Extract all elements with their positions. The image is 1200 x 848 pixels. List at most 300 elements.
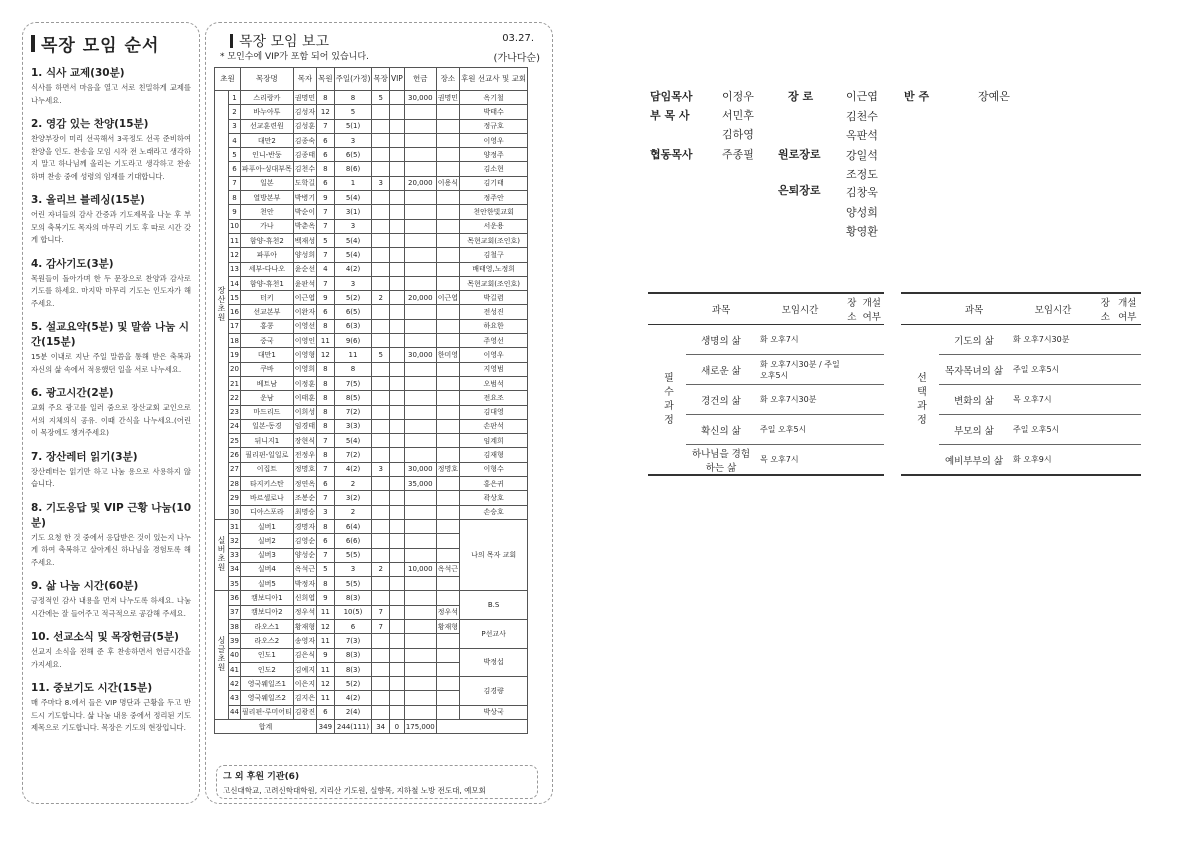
- course-place: [844, 385, 860, 415]
- report-row: [215, 105, 528, 119]
- report-cell: 목현교회(조인호): [460, 276, 528, 290]
- report-cell: 26: [229, 448, 241, 462]
- report-cell: 김광진: [293, 705, 316, 719]
- report-cell: [404, 119, 436, 133]
- report-cell: [436, 505, 459, 519]
- report-cell: 김천수: [293, 162, 316, 176]
- report-cell: [436, 148, 459, 162]
- order-step-text: 기도 요청 한 것 중에서 응답받은 것이 있는지 나누게 하여 축복하고 살아계신 하나님을 경험토록 해주세요.: [31, 532, 191, 567]
- report-cell: 실버2: [240, 534, 293, 548]
- report-cell: [404, 133, 436, 147]
- report-cell: 7: [372, 619, 390, 633]
- report-cell: [404, 548, 436, 562]
- report-cell: 8: [334, 91, 372, 105]
- report-cell: [389, 133, 404, 147]
- report-cell: 스리랑카: [240, 91, 293, 105]
- report-cell: 11: [317, 334, 335, 348]
- report-cell: 곽상호: [460, 491, 528, 505]
- order-step: [31, 578, 191, 620]
- report-total-cell: 0: [389, 720, 404, 734]
- report-cell: 이근엽: [436, 291, 459, 305]
- report-total-label: 합계: [215, 720, 317, 734]
- course-time: 화 오후9시: [1009, 445, 1097, 476]
- order-step-title: 1. 식사 교제(30분): [31, 67, 125, 79]
- report-row: [215, 319, 528, 333]
- report-cell: 옥석근: [293, 562, 316, 576]
- report-cell: 옥석근: [436, 562, 459, 576]
- course-time: 목 오후7시: [1009, 385, 1097, 415]
- report-cell: 8(3): [334, 591, 372, 605]
- report-cell: 8: [317, 448, 335, 462]
- report-cell: 8(6): [334, 162, 372, 176]
- course-time: 주일 오후5시: [1009, 415, 1097, 445]
- order-step: [31, 500, 191, 570]
- course-name: 확신의 삶: [686, 415, 756, 445]
- report-cell: 바르셀로나: [240, 491, 293, 505]
- report-cell: 7: [317, 205, 335, 219]
- course-header-cell: 개설여부: [860, 293, 884, 325]
- report-cell: [372, 591, 390, 605]
- report-cell: 7: [317, 462, 335, 476]
- report-cell: 윤순선: [293, 262, 316, 276]
- report-table: [214, 67, 528, 734]
- report-cell: 3: [334, 133, 372, 147]
- order-step: [31, 385, 191, 440]
- report-cell: 이형수: [460, 462, 528, 476]
- report-cell: 7: [317, 548, 335, 562]
- report-cell: [404, 662, 436, 676]
- report-cell: 24: [229, 419, 241, 433]
- report-cell: 5(2): [334, 291, 372, 305]
- report-cell: 주영선: [460, 334, 528, 348]
- order-step: [31, 680, 191, 735]
- report-cell: 16: [229, 305, 241, 319]
- report-header-cell: VIP: [389, 68, 404, 91]
- report-row: [215, 291, 528, 305]
- report-cell: 8: [317, 362, 335, 376]
- report-cell: 8(3): [334, 648, 372, 662]
- report-cell: 3: [334, 562, 372, 576]
- report-cell: [372, 548, 390, 562]
- report-cell: [389, 405, 404, 419]
- course-place: [1097, 445, 1114, 476]
- course-status: [1114, 445, 1141, 476]
- report-cell: 임경태: [293, 419, 316, 433]
- report-cell: [436, 648, 459, 662]
- report-header-cell: 목장명: [240, 68, 293, 91]
- report-cell: 44: [229, 705, 241, 719]
- order-step-title: 7. 장산레터 읽기(3분): [31, 450, 138, 463]
- report-cell: 이근엽: [293, 291, 316, 305]
- report-cell: 14: [229, 276, 241, 290]
- report-cell: 조봉순: [293, 491, 316, 505]
- report-cell: [389, 505, 404, 519]
- report-cell: 박정자: [293, 577, 316, 591]
- other-support: [216, 765, 538, 799]
- report-total-cell: 175,000: [404, 720, 436, 734]
- report-cell: [389, 548, 404, 562]
- report-cell: [372, 133, 390, 147]
- report-cell: [389, 362, 404, 376]
- report-cell: 6: [317, 705, 335, 719]
- report-cell: 정연옥: [293, 477, 316, 491]
- report-row: [215, 376, 528, 390]
- report-cell: [436, 405, 459, 419]
- course-row: [648, 325, 884, 355]
- report-cell: 5: [372, 348, 390, 362]
- report-row: [215, 219, 528, 233]
- course-header-row: [648, 293, 884, 325]
- report-cell: [436, 133, 459, 147]
- report-cell: 8: [229, 191, 241, 205]
- course-name: 목자목녀의 삶: [939, 355, 1009, 385]
- order-step-text: 목원들이 돌아가며 한 두 문장으로 찬양과 감사로 기도를 하세요. 마지막 마무리 기도는 인도자가 해주세요.: [31, 273, 191, 308]
- report-cell: 41: [229, 662, 241, 676]
- report-cell: [372, 577, 390, 591]
- report-cell: [404, 505, 436, 519]
- report-cell: 임계희: [460, 434, 528, 448]
- report-cell: 김지은: [293, 691, 316, 705]
- report-cell: 이영선: [293, 319, 316, 333]
- report-row: [215, 148, 528, 162]
- report-row: [215, 191, 528, 205]
- report-cell: 쿠바: [240, 362, 293, 376]
- report-cell: 양성순: [293, 548, 316, 562]
- report-cell: [389, 419, 404, 433]
- report-merged-support: B.S: [460, 591, 528, 620]
- report-total-cell: 349: [317, 720, 335, 734]
- report-cell: [404, 162, 436, 176]
- report-cell: 천안한빛교회: [460, 205, 528, 219]
- report-total-empty: [436, 720, 527, 734]
- report-row: [215, 176, 528, 190]
- report-cell: 함양-휴천1: [240, 276, 293, 290]
- report-cell: 이완자: [293, 305, 316, 319]
- report-cell: 6(6): [334, 534, 372, 548]
- report-cell: 전요조: [460, 391, 528, 405]
- course-place: [1097, 415, 1114, 445]
- report-cell: 7: [317, 276, 335, 290]
- report-cell: [436, 677, 459, 691]
- report-cell: [404, 434, 436, 448]
- report-cell: 20: [229, 362, 241, 376]
- report-cell: 6(3): [334, 319, 372, 333]
- report-row: [215, 491, 528, 505]
- ban-name: 장예은: [978, 90, 1010, 103]
- report-cell: 32: [229, 534, 241, 548]
- report-row: [215, 162, 528, 176]
- report-cell: 10: [229, 219, 241, 233]
- report-cell: [389, 591, 404, 605]
- course-place: [844, 355, 860, 385]
- course-status: [1114, 415, 1141, 445]
- course-header-cell: 장소: [844, 293, 860, 325]
- report-cell: [404, 334, 436, 348]
- report-date: 03.27.: [502, 33, 534, 44]
- staff-name: 김하영: [722, 128, 754, 141]
- course-place: [844, 445, 860, 476]
- report-cell: 6: [317, 176, 335, 190]
- report-cell: 28: [229, 477, 241, 491]
- report-cell: 황재형: [436, 619, 459, 633]
- meeting-order-panel: [22, 22, 200, 804]
- report-cell: [404, 634, 436, 648]
- report-cell: 3(2): [334, 491, 372, 505]
- report-cell: 한미영: [436, 348, 459, 362]
- report-cell: 38: [229, 619, 241, 633]
- report-cell: 신희엽: [293, 591, 316, 605]
- report-cell: 박길렴: [460, 291, 528, 305]
- report-cell: 6: [229, 162, 241, 176]
- report-cell: 백재성: [293, 233, 316, 247]
- report-cell: 2: [334, 505, 372, 519]
- report-header-cell: 목장: [372, 68, 390, 91]
- report-cell: [389, 648, 404, 662]
- report-row: [215, 305, 528, 319]
- report-cell: 오범석: [460, 376, 528, 390]
- staff-name: 주종필: [722, 148, 754, 161]
- report-cell: [436, 162, 459, 176]
- elder-name: 이근엽: [846, 90, 878, 103]
- report-row: [215, 205, 528, 219]
- order-step: [31, 449, 191, 491]
- report-cell: 11: [229, 233, 241, 247]
- report-cell: [436, 691, 459, 705]
- report-cell: 8: [317, 319, 335, 333]
- report-cell: 양정주: [460, 148, 528, 162]
- report-cell: 송영자: [293, 634, 316, 648]
- report-cell: 12: [317, 677, 335, 691]
- report-cell: [436, 319, 459, 333]
- report-cell: 5(4): [334, 233, 372, 247]
- report-cell: [389, 219, 404, 233]
- report-order-note: (가나다순): [493, 53, 540, 64]
- report-header-cell: 주일(가정): [334, 68, 372, 91]
- report-cell: [436, 519, 459, 533]
- report-cell: [436, 577, 459, 591]
- report-row: [215, 648, 528, 662]
- report-cell: [404, 448, 436, 462]
- report-cell: 김소현: [460, 162, 528, 176]
- report-cell: [404, 691, 436, 705]
- course-row: [901, 325, 1141, 355]
- report-row: [215, 505, 528, 519]
- report-cell: [389, 162, 404, 176]
- report-cell: 3(1): [334, 205, 372, 219]
- order-step: [31, 629, 191, 671]
- report-cell: [389, 348, 404, 362]
- report-cell: [404, 705, 436, 719]
- report-cell: [389, 634, 404, 648]
- report-cell: 열방본부: [240, 191, 293, 205]
- report-cell: [404, 619, 436, 633]
- report-cell: 5: [229, 148, 241, 162]
- report-cell: 8(3): [334, 662, 372, 676]
- report-cell: 15: [229, 291, 241, 305]
- order-step-text: 15분 이내로 지난 주일 말씀을 통해 받은 축복과 자신의 삶 속에서 적용했던 일을 서로 나누세요.: [31, 352, 191, 374]
- report-row: [215, 677, 528, 691]
- report-header-cell: 장소: [436, 68, 459, 91]
- report-cell: 8: [317, 577, 335, 591]
- report-cell: [436, 105, 459, 119]
- report-cell: 가나: [240, 219, 293, 233]
- report-cell: 목현교회(조인호): [460, 233, 528, 247]
- report-cell: 12: [229, 248, 241, 262]
- report-cell: 35: [229, 577, 241, 591]
- elders-label: 장 로: [788, 90, 814, 103]
- report-header-cell: 후원 선교사 및 교회: [460, 68, 528, 91]
- order-step-text: 장산레터는 읽기만 하고 나눔 용으로 사용하지 않습니다.: [31, 466, 191, 488]
- report-cell: 영국웨일즈1: [240, 677, 293, 691]
- report-cell: 5: [317, 562, 335, 576]
- report-cell: [404, 276, 436, 290]
- report-cell: 일본: [240, 176, 293, 190]
- course-status: [860, 385, 884, 415]
- report-cell: 7: [229, 176, 241, 190]
- order-step-text: 매 주마다 8.에서 들은 VIP 명단과 근황을 두고 반드시 기도합니다. 삶 나눔 내용 중에서 정리된 기도제목으로 기도합니다. 목장은 기도의 현장입니다.: [31, 698, 191, 732]
- report-cell: 정규호: [460, 119, 528, 133]
- meeting-report-panel: [205, 22, 553, 804]
- report-cell: [404, 191, 436, 205]
- order-step: [31, 192, 191, 247]
- report-cell: 디아스포라: [240, 505, 293, 519]
- report-cell: [372, 119, 390, 133]
- report-cell: 8: [317, 391, 335, 405]
- report-cell: 김성훈: [293, 119, 316, 133]
- report-cell: 이영형: [293, 348, 316, 362]
- report-cell: 뒤니지1: [240, 434, 293, 448]
- report-cell: [389, 491, 404, 505]
- report-row: [215, 119, 528, 133]
- report-cell: [372, 191, 390, 205]
- report-cell: 이태훈: [293, 391, 316, 405]
- report-header-cell: 초원: [215, 68, 241, 91]
- report-cell: [436, 477, 459, 491]
- report-group-label: [215, 591, 229, 720]
- report-title: 목장 모임 보고: [230, 31, 329, 51]
- report-cell: 9: [317, 191, 335, 205]
- report-cell: 40: [229, 648, 241, 662]
- course-header-cell: 모임시간: [756, 293, 844, 325]
- staff-role-cooperating: 협동목사: [650, 148, 693, 161]
- report-group-label: [215, 91, 229, 520]
- report-cell: [389, 276, 404, 290]
- course-status: [860, 325, 884, 355]
- course-header-spacer: [901, 293, 939, 325]
- report-total-row: [215, 720, 528, 734]
- course-name: 새로운 삶: [686, 355, 756, 385]
- report-cell: 11: [317, 691, 335, 705]
- course-header-cell: 개설여부: [1114, 293, 1141, 325]
- report-cell: [404, 519, 436, 533]
- elder-name: 강일석: [846, 148, 878, 162]
- report-cell: 바누아투: [240, 105, 293, 119]
- report-cell: 정주안: [460, 191, 528, 205]
- report-cell: [372, 534, 390, 548]
- report-cell: 권명민: [436, 91, 459, 105]
- course-status: [860, 355, 884, 385]
- course-header-cell: 과목: [686, 293, 756, 325]
- report-cell: 9: [317, 591, 335, 605]
- other-support-title: 그 외 후원 기관(6): [223, 772, 300, 782]
- report-cell: 8: [317, 419, 335, 433]
- report-cell: [389, 577, 404, 591]
- report-cell: [389, 462, 404, 476]
- report-cell: [404, 677, 436, 691]
- report-cell: [436, 191, 459, 205]
- report-cell: 정명호: [293, 462, 316, 476]
- report-cell: [436, 376, 459, 390]
- report-cell: 6(4): [334, 519, 372, 533]
- report-cell: 김대영: [460, 405, 528, 419]
- report-cell: 홍콩: [240, 319, 293, 333]
- report-cell: 31: [229, 519, 241, 533]
- report-group-name: 실버초원: [217, 536, 226, 573]
- course-time: 목 오후7시: [756, 445, 844, 476]
- report-row: [215, 619, 528, 633]
- report-cell: [372, 362, 390, 376]
- report-cell: 25: [229, 434, 241, 448]
- order-step-title: 6. 광고시간(2분): [31, 387, 114, 399]
- order-step-text: 어린 자녀들의 감사 간증과 기도제목을 나눈 후 부모의 축복기도 목자의 마무리 기도 후 따로 시간 갖게 합니다.: [31, 210, 191, 244]
- report-cell: 5(5): [334, 577, 372, 591]
- report-cell: [372, 519, 390, 533]
- report-cell: 김기태: [460, 176, 528, 190]
- course-status: [860, 415, 884, 445]
- report-merged-support: 김경량: [460, 677, 528, 706]
- other-support-body: 고신대학교, 고려신학대학원, 지리산 기도원, 실향목, 지하철 노방 전도대, 예모회: [223, 786, 486, 795]
- report-cell: [372, 276, 390, 290]
- retired-label: 원로장로: [778, 148, 821, 161]
- report-cell: 파푸아: [240, 248, 293, 262]
- report-merged-support: 박정섭: [460, 648, 528, 677]
- report-cell: [389, 519, 404, 533]
- report-cell: 정명호: [436, 462, 459, 476]
- course-name: 생명의 삶: [686, 325, 756, 355]
- order-step: [31, 116, 191, 183]
- report-cell: [372, 334, 390, 348]
- report-cell: 6: [317, 133, 335, 147]
- report-row: [215, 434, 528, 448]
- report-cell: 3: [317, 505, 335, 519]
- report-cell: 필리핀-루미어티: [240, 705, 293, 719]
- order-step-text: 식사를 하면서 마음을 열고 서로 친밀하게 교제를 나누세요.: [31, 83, 191, 105]
- report-cell: 42: [229, 677, 241, 691]
- report-row: [215, 362, 528, 376]
- order-step-title: 3. 올리브 블레싱(15분): [31, 194, 145, 206]
- report-cell: 김종숙: [293, 133, 316, 147]
- course-time: 화 오후7시30분: [1009, 325, 1097, 355]
- report-cell: [404, 362, 436, 376]
- course-header-cell: 과목: [939, 293, 1009, 325]
- report-cell: 17: [229, 319, 241, 333]
- report-cell: 4(2): [334, 462, 372, 476]
- report-cell: [372, 448, 390, 462]
- report-cell: 김철구: [460, 248, 528, 262]
- report-cell: 3: [334, 276, 372, 290]
- report-cell: 20,000: [404, 291, 436, 305]
- report-cell: 7: [372, 605, 390, 619]
- report-cell: 대만1: [240, 348, 293, 362]
- report-cell: 김예지: [293, 662, 316, 676]
- report-cell: 양성희: [293, 248, 316, 262]
- report-cell: [436, 448, 459, 462]
- report-cell: 정우석: [436, 605, 459, 619]
- report-cell: [389, 376, 404, 390]
- report-cell: [389, 119, 404, 133]
- order-step-text: 선교지 소식을 전해 준 후 찬송하면서 헌금시간을 가지세요.: [31, 647, 191, 669]
- report-cell: [389, 391, 404, 405]
